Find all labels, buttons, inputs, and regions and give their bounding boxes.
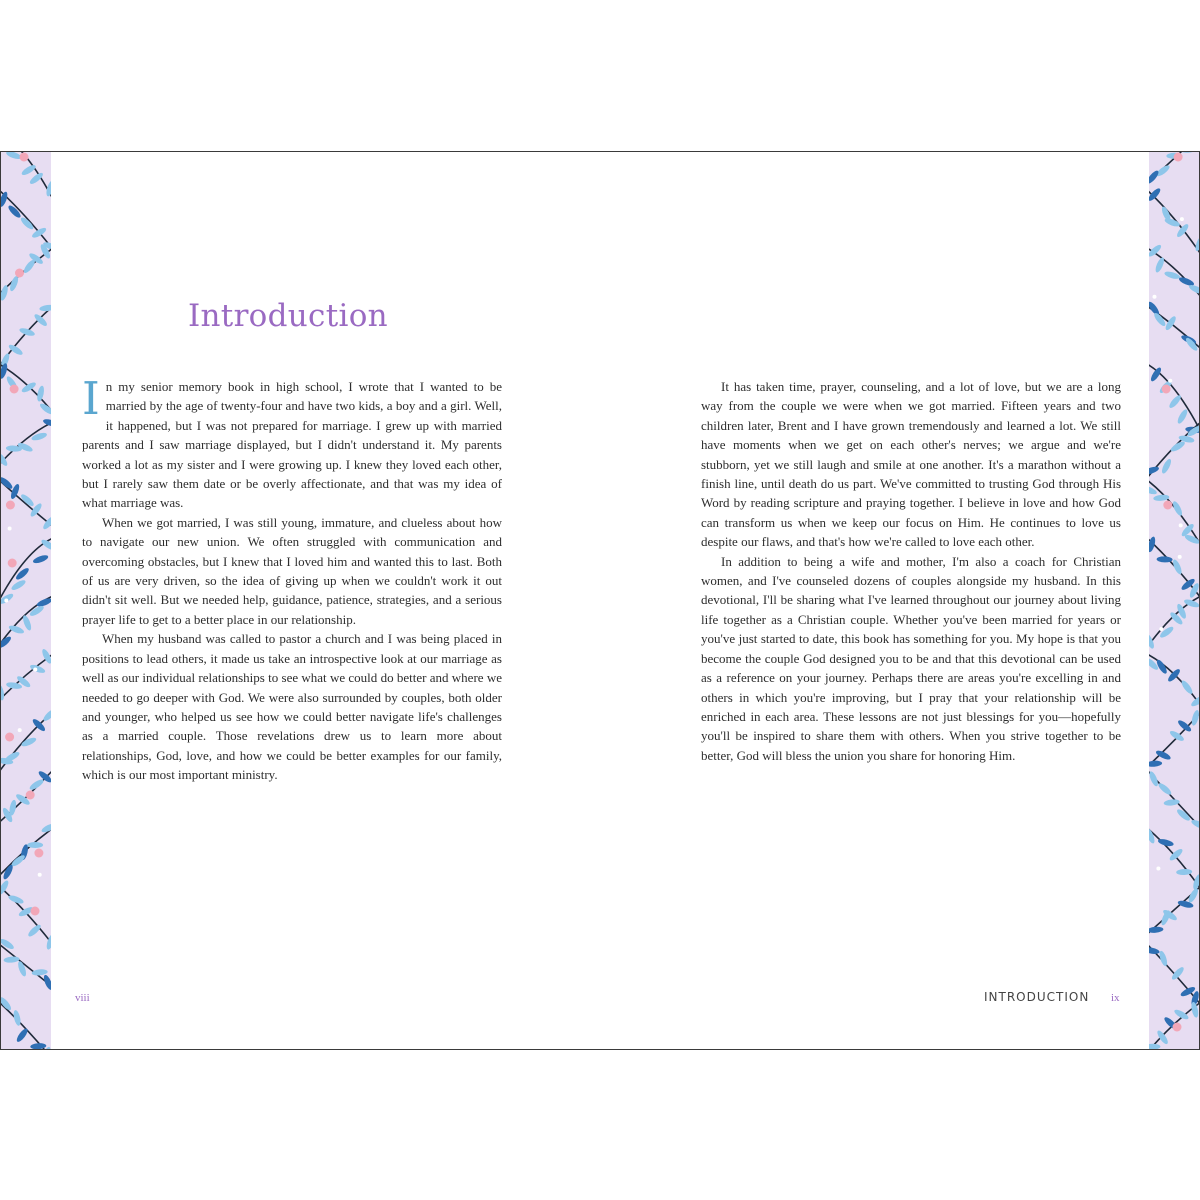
blossom-dot (8, 527, 12, 531)
blossom-dot (1178, 555, 1182, 559)
leaf-shape (32, 554, 49, 565)
flower-shape (34, 849, 43, 858)
leaf-shape (1149, 946, 1160, 955)
flower-shape (8, 559, 17, 568)
leaf-shape (1153, 494, 1170, 502)
branch-line (1149, 654, 1199, 706)
leaf-shape (1194, 235, 1199, 252)
floral-pattern-left (1, 152, 51, 1049)
leaf-shape (1168, 394, 1183, 410)
blossom-dot (1153, 295, 1157, 299)
branch-line (1, 886, 51, 945)
leaf-shape (8, 624, 25, 635)
leaf-shape (36, 597, 51, 608)
leaf-shape (1163, 799, 1180, 807)
flower-shape (10, 385, 19, 394)
leaf-shape (1180, 679, 1194, 695)
branch-line (1, 944, 51, 987)
leaf-shape (20, 163, 37, 177)
leaf-shape (1149, 1044, 1160, 1049)
branch-line (1149, 480, 1199, 545)
leaf-shape (41, 515, 51, 531)
leaf-shape (1, 684, 5, 701)
leaf-shape (1149, 187, 1162, 203)
leaf-shape (1, 635, 13, 650)
leaf-shape (42, 974, 51, 991)
branch-line (1149, 712, 1199, 767)
paragraph-text: n my senior memory book in high school, I wrote that I wanted to be married by the age of twenty-four and have two kids, a boy and a girl. Well, it happened, but I was not prepared for marriage. I grew up with married parents and I saw marriage displayed, but I didn't understand it. My parents worked a lot as my sister and I were growing up. I knew they loved each other, but I rarely saw them date or be overly affectionate, and that was my idea of what marriage was. (82, 379, 502, 511)
flower-shape (20, 153, 29, 162)
leaf-shape (1176, 719, 1192, 734)
leaf-shape (6, 681, 23, 690)
blossom-dot (1156, 867, 1160, 871)
leaf-shape (1170, 966, 1185, 982)
branch-line (1, 422, 51, 465)
left-page-text (82, 372, 502, 785)
body-paragraph: When my husband was called to pastor a church and I was being placed in positions to lead others, it made us take an introspective look at our marriage as well as our individual relationships to see what we could do better and where we needed to go deeper with God. We were also surrounded by couples, both older and younger, who helped us see how we could better navigate life's challenges as a married couple. Those revelations drew us to learn more about relationships, God, love, and how we could be better examples for our family, which is our most important ministry. (82, 631, 502, 783)
leaf-shape (1157, 781, 1173, 796)
leaf-shape (17, 960, 28, 977)
body-paragraph: In addition to being a wife and mother, I'm also a coach for Christian women, and I've counseled dozens of couples alongside my husband. In this devotional, I'll be sharing what I've learned throughout our journey about living life together as a Christian couple. Whether you've been married for years or you've just started to date, this book has something for you. My hope is that you become the couple God designed you to be and that this devotional can be used as a reference on your journey. Perhaps there are areas you're excelling in and others in which you're improving, but I pray that your relationship will be enriched in each area. These lessons are not just blessings for you—hopefully you'll be inspired to share them with others. When you strive together to be better, God will bless the union you share for honoring Him. (701, 553, 1121, 763)
floral-pattern-right (1149, 152, 1199, 1049)
leaf-shape (1, 284, 9, 301)
body-paragraph: It has taken time, prayer, counseling, and a lot of love, but we are a long way from the couple we were when we got married. Fifteen years and two children later, Brent and I have grown tremendously and learned a lot. We still have moments when we get on each other's nerves; we argue and we're stubborn, yet we still laugh and smile at one another. It's a marathon without a finish line, until death do us part. We've committed to trusting God through His Word by reading scripture and praying together. I believe in love and how God can transform us when we keep our focus on Him. He continues to love us despite our flaws, and that's how we're called to love each other. (701, 379, 1121, 550)
blossom-dot (1168, 379, 1172, 383)
running-head: INTRODUCTION (984, 990, 1090, 1004)
leaf-shape (10, 578, 27, 591)
leaf-shape (1187, 887, 1199, 904)
blossom-dot (33, 668, 37, 672)
leaf-shape (1190, 709, 1199, 726)
branch-line (1149, 538, 1199, 598)
leaf-shape (36, 385, 45, 402)
leaf-shape (19, 327, 36, 338)
leaf-shape (39, 304, 51, 312)
blossom-dot (1179, 523, 1183, 527)
flower-shape (1163, 501, 1172, 510)
leaf-shape (45, 180, 51, 197)
blossom-dot (18, 728, 22, 732)
page-number-left: viii (75, 992, 90, 1004)
blossom-dot (1159, 627, 1163, 631)
leaf-shape (1149, 633, 1156, 650)
leaf-shape (1149, 243, 1163, 258)
leaf-shape (1149, 760, 1162, 767)
right-floral-border (1149, 152, 1199, 1049)
right-page-text (701, 377, 1121, 765)
body-paragraph: When we got married, I was still young, immature, and clueless about how to navigate our new union. We often struggled with communication and overcoming obstacles, but I knew that I loved him and wanted this to last. Both of us are very driven, so the idea of giving up when we couldn't work it out didn't sit well. But we needed help, guidance, patience, strategies, and a serious prayer life to get to a better place in our relationship. (82, 514, 502, 627)
book-spread (0, 151, 1200, 1050)
leaf-shape (1164, 315, 1178, 332)
blossom-dot (4, 599, 8, 603)
flower-shape (1173, 1023, 1182, 1032)
flower-shape (1174, 153, 1183, 162)
leaf-shape (1190, 818, 1199, 830)
leaf-shape (1180, 152, 1197, 154)
leaf-shape (3, 956, 19, 963)
leaf-shape (1168, 847, 1184, 862)
branch-line (1, 654, 51, 700)
leaf-shape (14, 566, 30, 581)
leaf-shape (1149, 536, 1157, 553)
leaf-shape (1149, 926, 1164, 933)
flower-shape (5, 733, 14, 742)
leaf-shape (28, 778, 45, 792)
flower-shape (26, 791, 35, 800)
leaf-shape (1149, 770, 1160, 787)
chapter-heading: Introduction (188, 298, 388, 334)
left-floral-border (1, 152, 51, 1049)
leaf-shape (1176, 408, 1189, 425)
blossom-dot (38, 873, 42, 877)
flower-shape (1162, 385, 1171, 394)
blossom-dot (1180, 217, 1184, 221)
drop-cap: I (82, 372, 100, 425)
leaf-shape (15, 1027, 29, 1043)
leaf-shape (1183, 598, 1199, 609)
leaf-shape (1173, 1008, 1190, 1021)
leaf-shape (22, 258, 37, 274)
leaf-shape (10, 853, 26, 868)
flower-shape (6, 501, 15, 510)
leaf-shape (1, 451, 9, 467)
leaf-shape (1, 937, 15, 951)
leaf-shape (1169, 440, 1186, 453)
leaf-shape (27, 842, 43, 848)
leaf-shape (33, 312, 49, 327)
intro-paragraph (82, 372, 502, 513)
leaf-shape (40, 822, 51, 834)
page-number-right: ix (1111, 992, 1120, 1004)
flower-shape (31, 907, 40, 916)
leaf-shape (1, 879, 10, 896)
leaf-shape (1171, 500, 1184, 517)
leaf-shape (27, 923, 43, 938)
flower-shape (15, 269, 24, 278)
